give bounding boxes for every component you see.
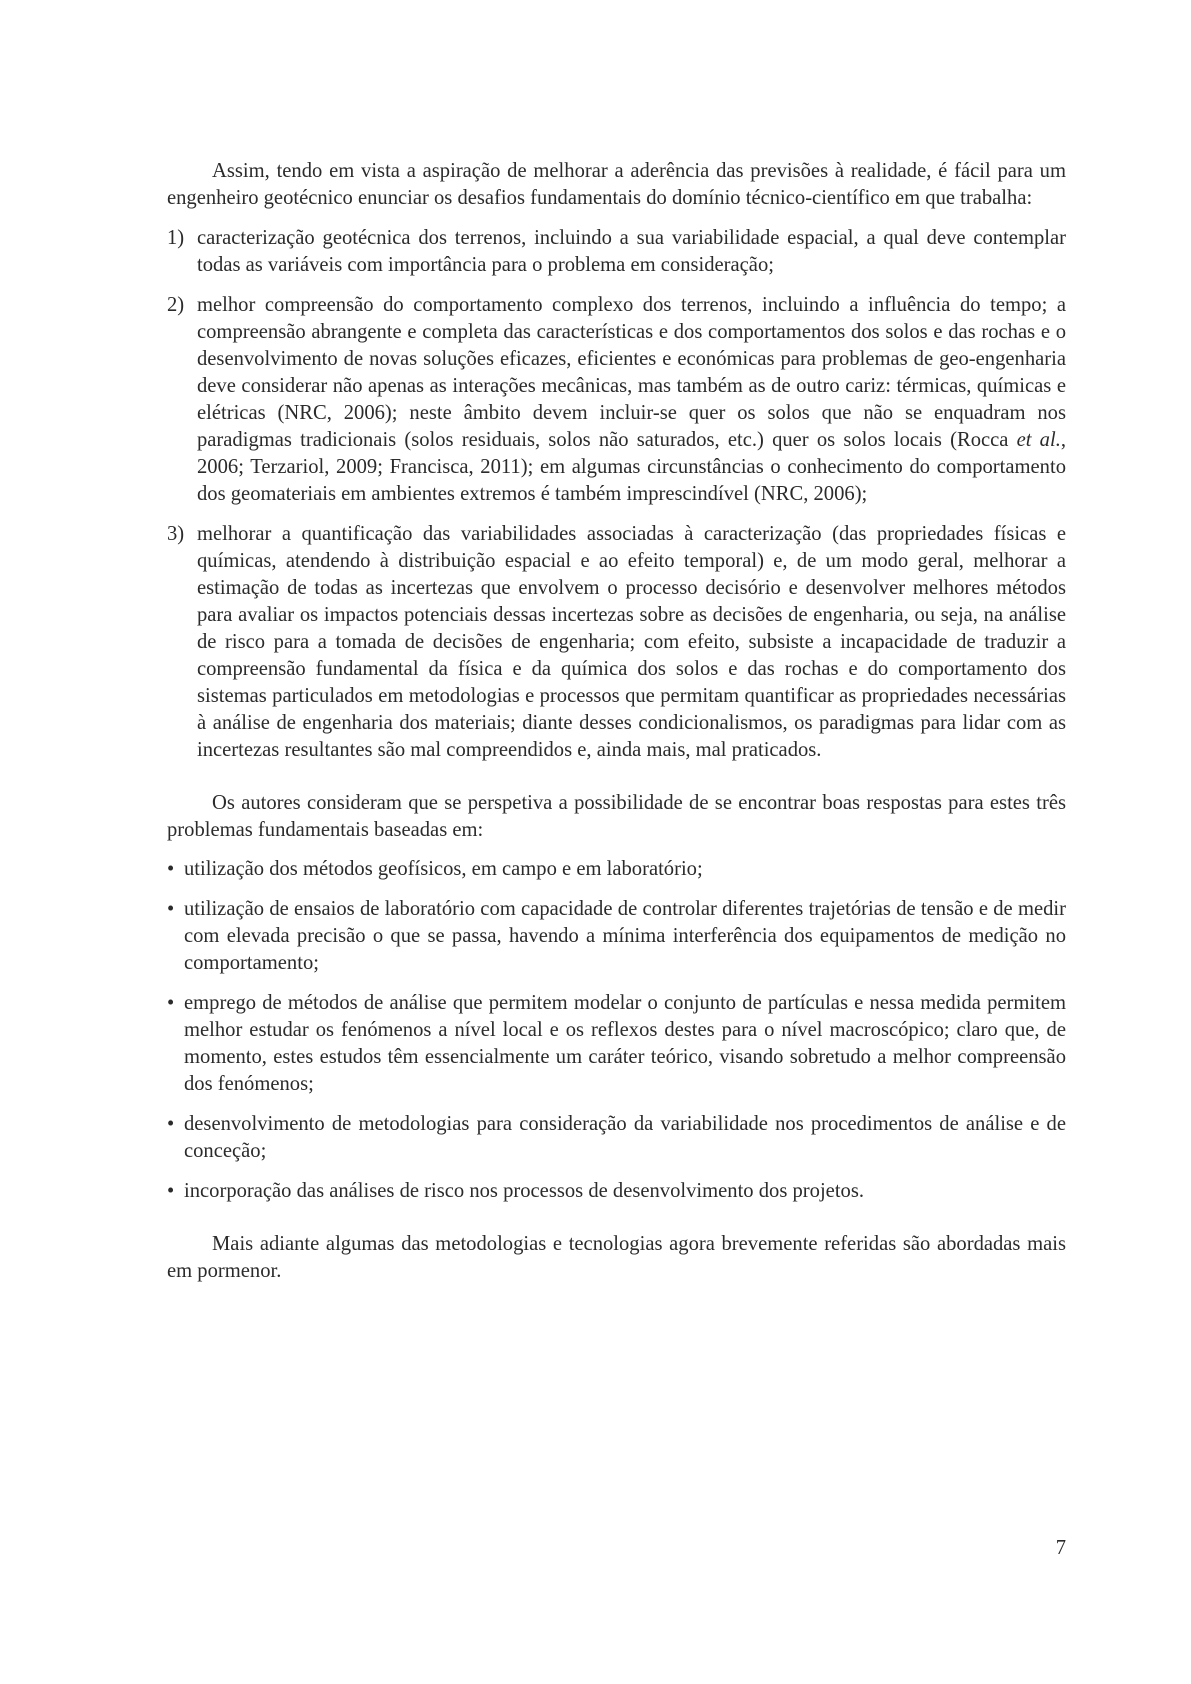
bullet-icon: • bbox=[167, 1180, 175, 1202]
challenge-text: caracterização geotécnica dos terrenos, incluindo a sua variabilidade espacial, a qual deve contemplar todas as variáveis com importância para o problema em consideração; bbox=[197, 227, 1066, 276]
approach-item bbox=[167, 856, 1066, 883]
challenge-text: melhorar a quantificação das variabilidades associadas à caracterização (das propriedades físicas e químicas, atendendo à distribuição espacial e ao efeito temporal) e, de um modo geral, melhorar a estimação de todas as incertezas que envolvem o processo decisório e desenvolver melhores métodos para avaliar os impactos potenciais dessas incertezas sobre as decisões de engenharia, ou seja, na análise de risco para a tomada de decisões de engenharia; com efeito, subsiste a incapacidade de traduzir a compreensão fundamental da física e da química dos solos e das rochas e do comportamento dos sistemas particulados em metodologias e processos que permitam quantificar as propriedades necessárias à análise de engenharia dos materiais; diante desses condicionalismos, os paradigmas para lidar com as incertezas resultantes são mal compreendidos e, ainda mais, mal praticados. bbox=[197, 523, 1066, 761]
approach-item bbox=[167, 990, 1066, 1098]
challenge-item-3 bbox=[167, 521, 1066, 764]
approach-text: desenvolvimento de metodologias para consideração da variabilidade nos procedimentos de análise e de conceção; bbox=[184, 1113, 1066, 1162]
challenge-item-2 bbox=[167, 292, 1066, 508]
citation-italic: et al. bbox=[1016, 429, 1061, 451]
intro-paragraph: Assim, tendo em vista a aspiração de melhorar a aderência das previsões à realidade, é fácil para um engenheiro geotécnico enunciar os desafios fundamentais do domínio técnico-científico em que trabalha: bbox=[167, 160, 1066, 209]
challenge-text-part-2: , 2006; Terzariol, 2009; Francisca, 2011); em algumas circunstâncias o conhecimento do comportamento dos geomateriais em ambientes extremos é também imprescindível (NRC, 2006); bbox=[197, 429, 1066, 505]
approach-item bbox=[167, 1178, 1066, 1205]
bullet-icon: • bbox=[167, 898, 175, 920]
approach-text: emprego de métodos de análise que permitem modelar o conjunto de partículas e nessa medida permitem melhor estudar os fenómenos a nível local e os reflexos destes para o nível macroscópico; claro que, de momento, estes estudos têm essencialmente um caráter teórico, visando sobretudo a melhor compreensão dos fenómenos; bbox=[184, 992, 1066, 1095]
approach-text: utilização dos métodos geofísicos, em campo e em laboratório; bbox=[184, 858, 703, 880]
page-body bbox=[167, 158, 1066, 1285]
approaches-list bbox=[167, 856, 1066, 1205]
approach-item bbox=[167, 896, 1066, 977]
challenge-number: 3) bbox=[167, 523, 185, 545]
challenge-item-1 bbox=[167, 225, 1066, 279]
challenge-number: 2) bbox=[167, 294, 185, 316]
approach-item bbox=[167, 1111, 1066, 1165]
page-number: 7 bbox=[1055, 1537, 1066, 1559]
bullet-icon: • bbox=[167, 858, 175, 880]
authors-paragraph: Os autores consideram que se perspetiva a possibilidade de se encontrar boas respostas para estes três problemas fundamentais baseadas em: bbox=[167, 792, 1066, 841]
challenge-text-part-1: melhor compreensão do comportamento complexo dos terrenos, incluindo a influência do tempo; a compreensão abrangente e completa das características e dos comportamentos dos solos e das rochas e o desenvolvimento de novas soluções eficazes, eficientes e económicas para problemas de geo-engenharia deve considerar não apenas as interações mecânicas, mas também as de outro cariz: térmicas, químicas e elétricas (NRC, 2006); neste âmbito devem incluir-se quer os solos que não se enquadram nos paradigmas tradicionais (solos residuais, solos não saturados, etc.) quer os solos locais (Rocca bbox=[197, 294, 1066, 451]
closing-paragraph: Mais adiante algumas das metodologias e tecnologias agora brevemente referidas são abordadas mais em pormenor. bbox=[167, 1233, 1066, 1282]
challenges-list bbox=[167, 225, 1066, 764]
approach-text: incorporação das análises de risco nos processos de desenvolvimento dos projetos. bbox=[184, 1180, 864, 1202]
bullet-icon: • bbox=[167, 992, 175, 1014]
challenge-number: 1) bbox=[167, 227, 185, 249]
approach-text: utilização de ensaios de laboratório com capacidade de controlar diferentes trajetórias de tensão e de medir com elevada precisão o que se passa, havendo a mínima interferência dos equipamentos de medição no comportamento; bbox=[184, 898, 1066, 974]
bullet-icon: • bbox=[167, 1113, 175, 1135]
